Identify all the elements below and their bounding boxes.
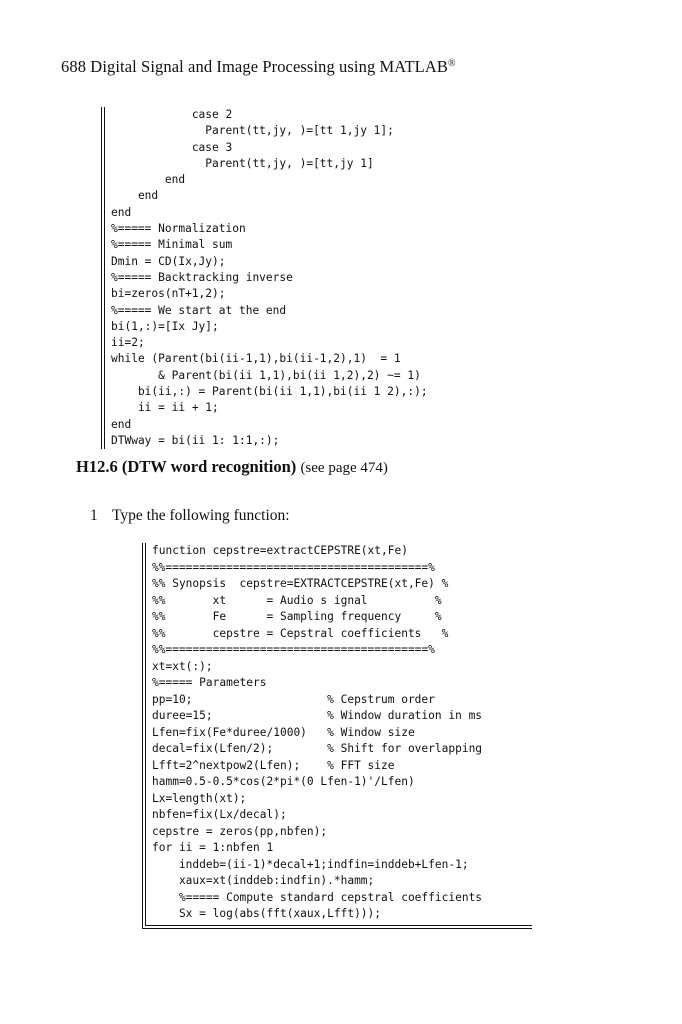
code-line: case 2 — [111, 108, 233, 121]
code-line: end — [111, 205, 132, 219]
code-line: inddeb=(ii-1)*decal+1;indfin=inddeb+Lfen-1; — [152, 857, 469, 871]
page-number: 688 — [61, 57, 87, 76]
code-line: end — [111, 417, 132, 431]
code-line: %===== Normalization — [111, 222, 246, 236]
code-line: end — [111, 173, 186, 187]
code-line: xaux=xt(inddeb:indfin).*hamm; — [152, 874, 375, 887]
code-line: nbfen=fix(Lx/decal); — [152, 808, 287, 821]
code-line: cepstre = zeros(pp,nbfen); — [152, 824, 328, 838]
code-line: %%=======================================% — [152, 560, 435, 574]
code-line: Parent(tt,jy, )=[tt,jy 1] — [111, 156, 374, 170]
code-line: %%=======================================% — [152, 643, 435, 656]
code-line: duree=15; % Window duration in ms — [152, 709, 483, 722]
list-item-text: Type the following function: — [112, 507, 290, 524]
code-line: bi(1,:)=[Ix Jy]; — [111, 319, 219, 333]
code-line: Lfen=fix(Fe*duree/1000) % Window size — [152, 725, 415, 739]
book-title: Digital Signal and Image Processing using MATLAB — [90, 57, 448, 76]
code-listing-backtracking — [101, 107, 561, 449]
code-line: %% cepstre = Cepstral coefficients % — [152, 626, 449, 640]
code-line: Sx = log(abs(fft(xaux,Lfft))); — [152, 907, 382, 920]
code-line: hamm=0.5-0.5*cos(2*pi*(0 Lfen-1)'/Lfen) — [152, 775, 415, 788]
code-line: xt=xt(:); — [152, 659, 213, 673]
code-line: & Parent(bi(ii 1,1),bi(ii 1,2),2) ~= 1) — [111, 368, 421, 382]
code-line: %===== Minimal sum — [111, 238, 233, 252]
section-heading — [76, 457, 388, 477]
code-line: %===== Compute standard cepstral coefficients — [152, 890, 483, 904]
code-line: for ii = 1:nbfen 1 — [152, 841, 274, 854]
code-line: %===== Backtracking inverse — [111, 270, 293, 284]
code-line: %===== We start at the end — [111, 303, 287, 317]
page-header — [61, 57, 456, 77]
registered-mark: ® — [447, 58, 456, 69]
code-line: %===== Parameters — [152, 676, 267, 689]
code-line: Lx=length(xt); — [152, 791, 247, 805]
instruction-list-item — [90, 507, 290, 525]
section-page-reference: (see page 474) — [300, 460, 388, 476]
code-line: ii=2; — [111, 336, 145, 350]
code-line: Dmin = CD(Ix,Jy); — [111, 254, 226, 268]
code-line: bi=zeros(nT+1,2); — [111, 287, 226, 301]
code-listing-extract-cepstre — [142, 543, 532, 929]
section-title: H12.6 (DTW word recognition) — [76, 457, 297, 476]
code-line: decal=fix(Lfen/2); % Shift for overlapping — [152, 742, 483, 755]
code-line: while (Parent(bi(ii-1,1),bi(ii-1,2),1) = 1 — [111, 352, 401, 366]
code-line: %% Synopsis cepstre=EXTRACTCEPSTRE(xt,Fe) % — [152, 577, 449, 590]
code-line: Lfft=2^nextpow2(Lfen); % FFT size — [152, 758, 395, 772]
code-line: ii = ii + 1; — [111, 401, 219, 415]
code-line: bi(ii,:) = Parent(bi(ii 1,1),bi(ii 1 2),:); — [111, 385, 428, 399]
code-line: %% xt = Audio s ignal % — [152, 593, 442, 607]
code-line: pp=10; % Cepstrum order — [152, 692, 435, 706]
list-item-number: 1 — [90, 507, 98, 524]
code-line: case 3 — [111, 140, 233, 154]
code-line: end — [111, 189, 159, 203]
code-line: function cepstre=extractCEPSTRE(xt,Fe) — [152, 544, 408, 557]
code-line: DTWway = bi(ii 1: 1:1,:); — [111, 433, 280, 447]
code-line: %% Fe = Sampling frequency % — [152, 610, 442, 623]
code-line: Parent(tt,jy, )=[tt 1,jy 1]; — [111, 124, 394, 138]
